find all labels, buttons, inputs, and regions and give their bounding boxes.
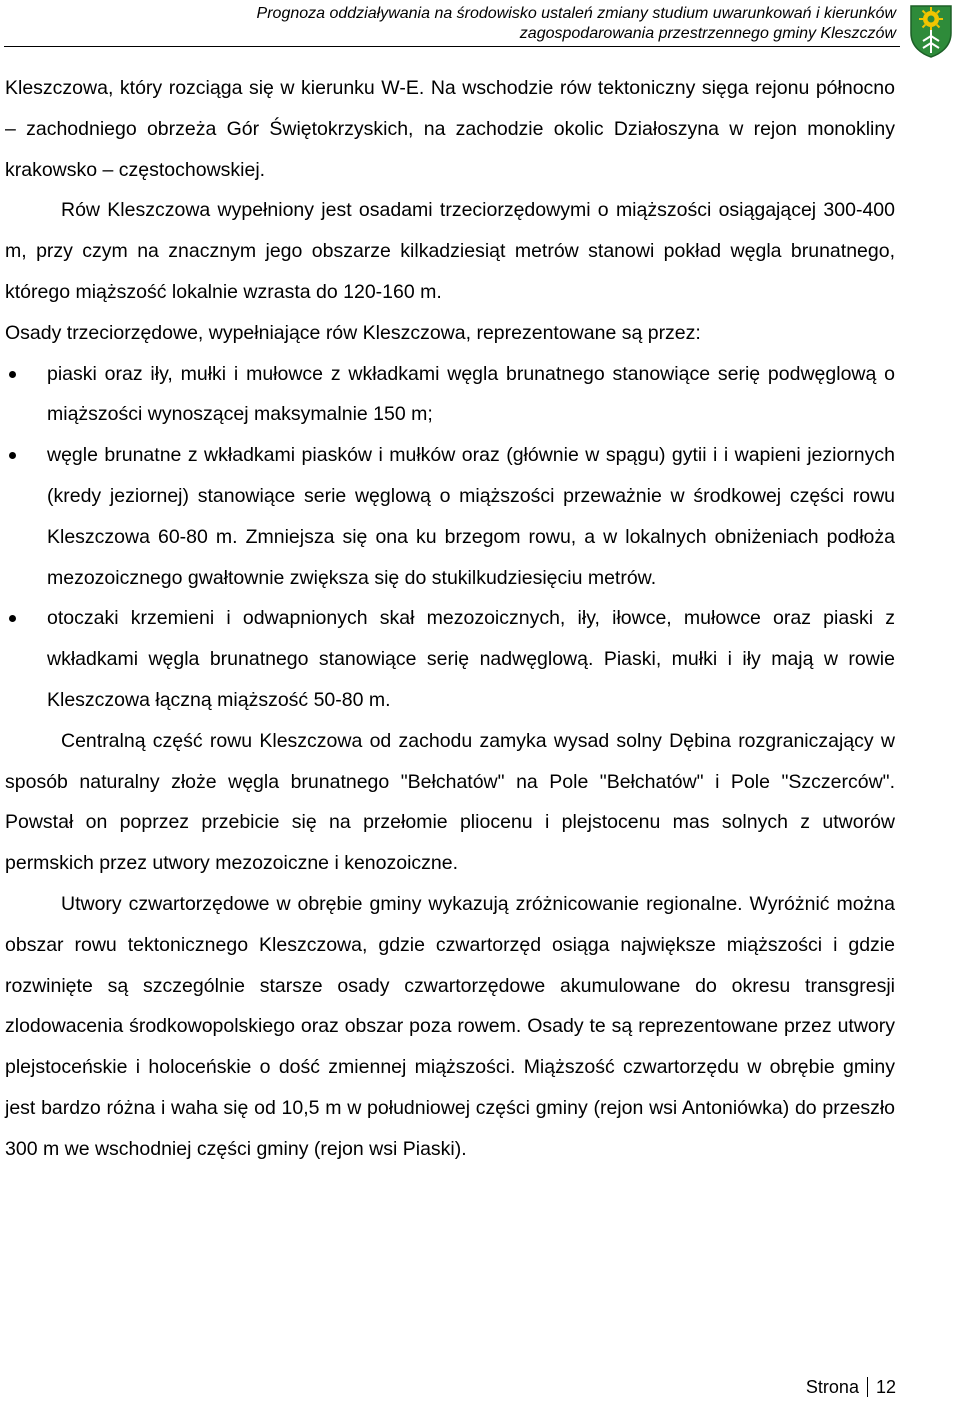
page-header: [0, 0, 960, 56]
list-item: [5, 354, 895, 436]
document-title: [257, 4, 896, 44]
footer-divider: [867, 1377, 868, 1397]
document-body: [5, 68, 895, 1170]
list-item: [5, 435, 895, 598]
page-footer: [806, 1376, 896, 1398]
paragraph: Kleszczowa, który rozciąga się w kierunku W-E. Na wschodzie rów tektoniczny sięga rejonu północno – zachodniego obrzeża Gór Świętokrzyskich, na zachodzie okolic Działoszyna w rejon monokliny krakowsko – częstochowskiej.: [5, 77, 895, 181]
paragraph: Rów Kleszczowa wypełniony jest osadami trzeciorzędowymi o miąższości osiągającej 300-400 m, przy czym na znacznym jego obszarze kilkadziesiąt metrów stanowi pokład węgla brunatnego, którego miąższość lokalnie wzrasta do 120-160 m.: [5, 199, 895, 303]
paragraph: Osady trzeciorzędowe, wypełniające rów Kleszczowa, reprezentowane są przez:: [5, 321, 701, 344]
header-divider: [4, 46, 900, 47]
document-title-line-2: zagospodarowania przestrzennego gminy Kleszczów: [519, 25, 896, 42]
list-item-text: węgle brunatne z wkładkami piasków i mułków oraz (głównie w spągu) gytii i i wapieni jeziornych (kredy jeziornej) stanowiące serie węglową o miąższości przeważnie w środkowej części rowu Kleszczowa 60-80 m. Zmniejsza się ona ku brzegom rowu, a w lokalnych obniżeniach podłoża mezozoicznego gwałtownie zwiększa się do stukilkudziesięciu metrów.: [47, 444, 895, 589]
list-item-text: otoczaki krzemieni i odwapnionych skał mezozoicznych, iły, iłowce, mułowce oraz piaski z wkładkami węgla brunatnego stanowiące serię nadwęglową. Piaski, mułki i iły mają w rowie Kleszczowa łączną miąższość 50-80 m.: [47, 607, 895, 711]
paragraph: Utwory czwartorzędowe w obrębie gminy wykazują zróżnicowanie regionalne. Wyróżnić można obszar rowu tektonicznego Kleszczowa, gdzie czwartorzęd osiąga największe miąższości i gdzie rozwinięte są szczególnie starsze osady czwartorzędowe akumulowane do okresu transgresji zlodowacenia środkowopolskiego oraz obszar poza rowem. Osady te są reprezentowane przez utwory plejstoceńskie i holoceńskie o dość zmiennej miąższości. Miąższość czwartorzędu w obrębie gminy jest bardzo różna i waha się od 10,5 m w południowej części gminy (rejon wsi Antoniówka) do przeszło 300 m we wschodniej części gminy (rejon wsi Piaski).: [5, 892, 895, 1160]
page-number: 12: [875, 1377, 896, 1397]
list-item: [5, 598, 895, 720]
page-label: Strona: [805, 1377, 859, 1397]
bullet-icon: [9, 452, 16, 459]
document-title-line-1: Prognoza oddziaływania na środowisko ustaleń zmiany studium uwarunkowań i kierunków: [256, 5, 896, 22]
list-item-text: piaski oraz iły, mułki i mułowce z wkładkami węgla brunatnego stanowiące serię podwęglową o miąższości wynoszącej maksymalnie 150 m;: [47, 362, 895, 426]
bullet-icon: [9, 371, 16, 378]
bullet-list: [5, 354, 895, 721]
bullet-icon: [9, 615, 16, 622]
kleszczow-coat-of-arms-icon: [908, 3, 954, 59]
paragraph: Centralną część rowu Kleszczowa od zachodu zamyka wysad solny Dębina rozgraniczający w sposób naturalny złoże węgla brunatnego "Bełchatów" na Pole "Bełchatów" i Pole "Szczerców". Powstał on poprzez przebicie się na przełomie pliocenu i plejstocenu mas solnych z utworów permskich przez utwory mezozoiczne i kenozoiczne.: [5, 729, 895, 875]
